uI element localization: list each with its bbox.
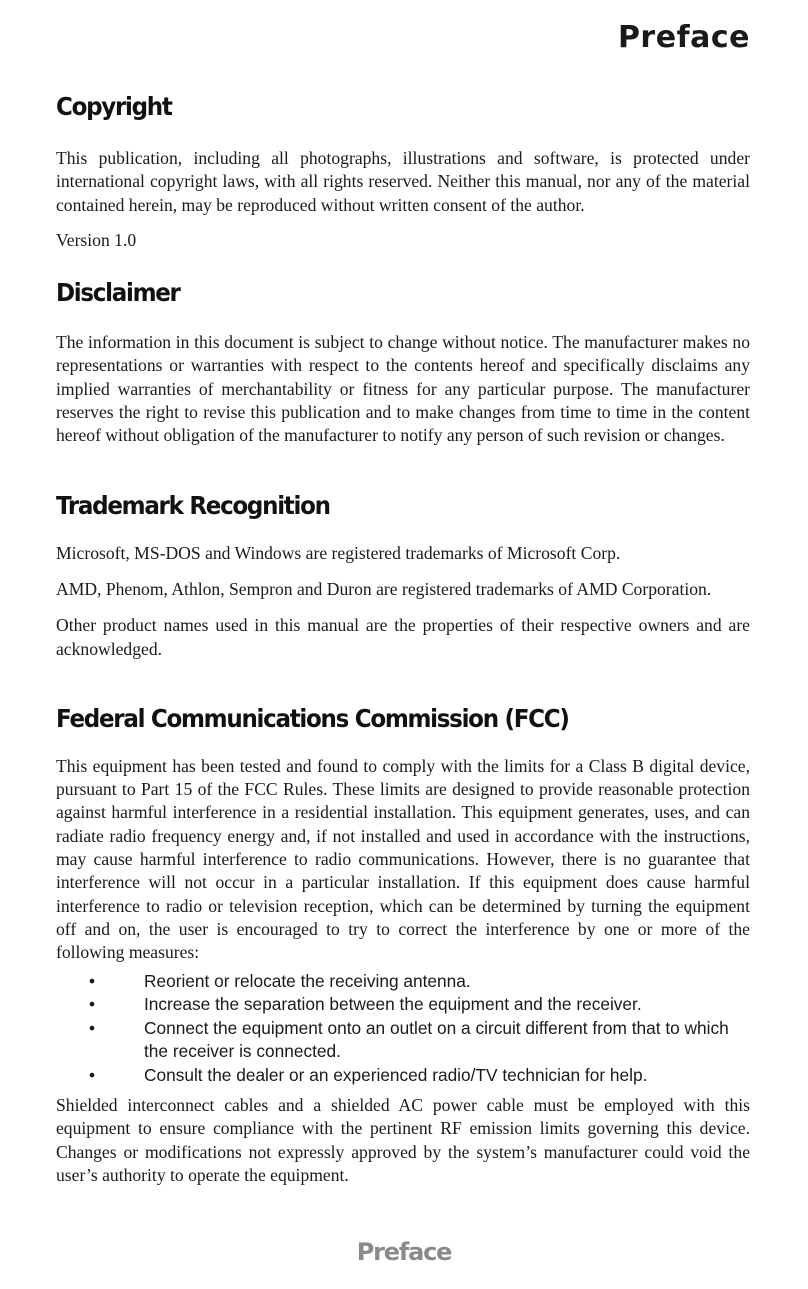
bullet-icon: • bbox=[89, 1064, 96, 1085]
fcc-paragraph: This equipment has been tested and found to comply with the limits for a Class B digital device, pursuant to Part 15 of the FCC Rules. These limits are designed to provide reasonable protection against harmful interference in a residential installation. This equipment generates, uses, and can radiate radio frequency energy and, if not installed and used in accordance with the instructions, may cause harmful interference to radio communications. However, there is no guarantee that interference will not occur in a particular installation. If this equipment does cause harmful interference to radio or television reception, which can be determined by turning the equipment off and on, the user is encouraged to try to correct the interference by one or more of the following measures: bbox=[56, 755, 750, 963]
copyright-paragraph: This publication, including all photographs, illustrations and software, is protected under international copyright laws, with all rights reserved. Neither this manual, nor any of the material contained herein, may be reproduced without written consent of the author. bbox=[56, 148, 750, 215]
trademark-paragraph: Other product names used in this manual are the properties of their respective owners and are acknowledged. bbox=[56, 615, 750, 659]
list-item-text: Increase the separation between the equipment and the receiver. bbox=[144, 994, 642, 1015]
running-head: Preface bbox=[617, 20, 750, 55]
fcc-closing-paragraph: Shielded interconnect cables and a shielded AC power cable must be employed with this equipment to ensure compliance with the pertinent RF emission limits governing this device. Changes or modifications not expressly approved by the system’s manufacturer could void the user’s authority to operate the equipment. bbox=[56, 1095, 750, 1185]
trademark-paragraph: AMD, Phenom, Athlon, Sempron and Duron are registered trademarks of AMD Corporation. bbox=[56, 578, 712, 599]
list-item bbox=[56, 1017, 750, 1064]
fcc-heading: Federal Communications Commission (FCC) bbox=[56, 703, 569, 733]
list-item bbox=[56, 993, 750, 1017]
list-item-text: Consult the dealer or an experienced radio/TV technician for help. bbox=[144, 1064, 648, 1085]
list-item-text: Connect the equipment onto an outlet on a circuit different from that to which the receiver is connected. bbox=[144, 1017, 729, 1062]
fcc-measures-list bbox=[56, 970, 750, 1088]
list-item-text: Reorient or relocate the receiving antenna. bbox=[144, 970, 471, 991]
bullet-icon: • bbox=[89, 1017, 96, 1038]
version-label: Version 1.0 bbox=[56, 229, 137, 250]
trademark-paragraph: Microsoft, MS-DOS and Windows are registered trademarks of Microsoft Corp. bbox=[56, 542, 621, 563]
copyright-heading: Copyright bbox=[56, 92, 172, 121]
list-item bbox=[56, 970, 750, 994]
list-item bbox=[56, 1064, 750, 1088]
disclaimer-paragraph: The information in this document is subject to change without notice. The manufacturer makes no representations or warranties with respect to the contents hereof and specifically disclaims any implied warranties of merchantability or fitness for any particular purpose. The manufacturer reserves the right to revise this publication and to make changes from time to time in the content hereof without obligation of the manufacturer to notify any person of such revision or changes. bbox=[56, 332, 750, 446]
bullet-icon: • bbox=[89, 970, 96, 991]
bullet-icon: • bbox=[89, 994, 96, 1015]
page-footer-label: Preface bbox=[356, 1238, 452, 1266]
disclaimer-heading: Disclaimer bbox=[56, 278, 180, 308]
trademark-heading: Trademark Recognition bbox=[56, 490, 330, 520]
